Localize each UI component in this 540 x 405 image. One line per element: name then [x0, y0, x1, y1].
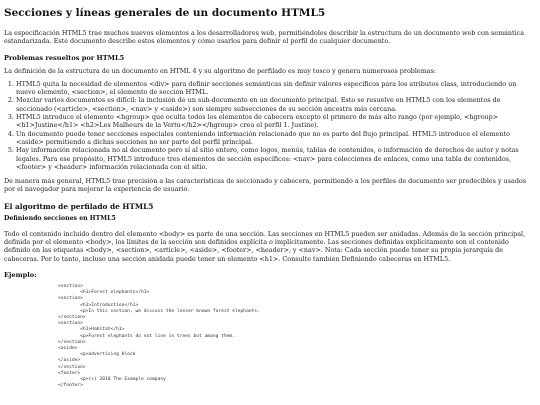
example-label: Ejemplo:: [4, 270, 37, 279]
page-title: Secciones y líneas generales de un documento HTML5: [4, 7, 326, 19]
list-item: 2. Mezclar varios documentos es difícil: la inclusión de un sub-documento en un documento principal. Esto se resuelve en HTML5 con los elementos de seccionado (<article>, <section>, <nav> y <aside>) son siempre subsecciones de su sección ancestra más cercana.: [16, 96, 534, 113]
defining-heading: Definiendo secciones en HTML5: [4, 214, 116, 222]
list-item: 4. Un documento puede tener secciones especiales conteniendo información relacionado que no es parte del flujo principal. HTML5 introduce el elemento <aside> permitiendo a dichas secciones no ser parte del perfil principal.: [16, 130, 534, 147]
code-example: <section> <h1>Forest elephants</h1> <section> <h1>Introduction</h1> <p>In this section, we discuss the lesser known forest elephants. </section> <section> <h1>Habitat</h1> <p>Forest elephants do not live in trees but among them. </section> <aside> <p>advertising block </aside> </section> <footer> <p>(c) 2010 The Example company </footer>: [58, 283, 260, 389]
defining-paragraph: Todo el contenido incluido dentro del elemento <body> es parte de una sección. Las secciones en HTML5 pueden ser anidadas. Además de la sección principal, definida por el elemento <body>, los límites de la sección son definidos explícita o implícitamente. Las secciones definidas explícitamente son el contenido definido en las etiquetas <body>, <section>, <article>, <aside>, <footer>, <header>, y <nav>. Nota: Cada sección puede tener su propia jerarquía de cabeceras. Por lo tanto, incluso una sección anidada puede tener un elemento <h1>. Consulte también Definiendo cabeceras en HTML5.: [4, 229, 526, 263]
algorithm-heading: El algoritmo de perfilado de HTML5: [4, 201, 154, 211]
list-item: 5. Hay información relacionada no al documento pero sí al sitio entero, como logos, menús, tablas de contenidos, o información de derechos de autor y notas legales. Para ese propósito, HTML5 introduce tres elementos de sección específicos: <nav> para colecciones de enlaces, como una tabla de contenidos, <footer> y <header> información relacionada con el sitio.: [16, 146, 534, 171]
problems-intro: La definición de la estructura de un documento en HTML 4 y su algoritmo de perfilado es muy tosco y genera numerosos problemas:: [4, 66, 437, 75]
list-item: 1. HTML5 quita la necesidad de elementos <div> para definir secciones semánticas sin definir valores específicos para los atributos class, introduciendo un nuevo elemento, <section>, el elemento de sección HTML.: [16, 80, 534, 97]
problems-list: [4, 80, 534, 171]
intro-paragraph: La especificación HTML5 trae muchos nuevos elementos a los desarrolladores web, permitiéndoles describir la estructura de un documento web con semántica estandarizada. Este documento describe estos elementos y cómo usarlos para definir el perfil de cualquier documento.: [4, 29, 525, 46]
problems-heading: Problemas resueltos por HTML5: [4, 53, 125, 62]
summary-paragraph: De manera más general, HTML5 trae precisión a las características de seccionado y cabecera, permitiendo a los perfiles de documento ser predecibles y usados por el navegador para mejorar la experiencia de usuario.: [4, 177, 527, 194]
list-item: 3. HTML5 introduce el elemento <hgroup> que oculta todos los elementos de cabecera excepto el primero de más alto rango (por ejemplo, <hgroup><h1>Justine</h1> <h2>Les Malheurs de la Vertu</h2></hgroup> crea el perfil 1. Justine).: [16, 113, 534, 130]
